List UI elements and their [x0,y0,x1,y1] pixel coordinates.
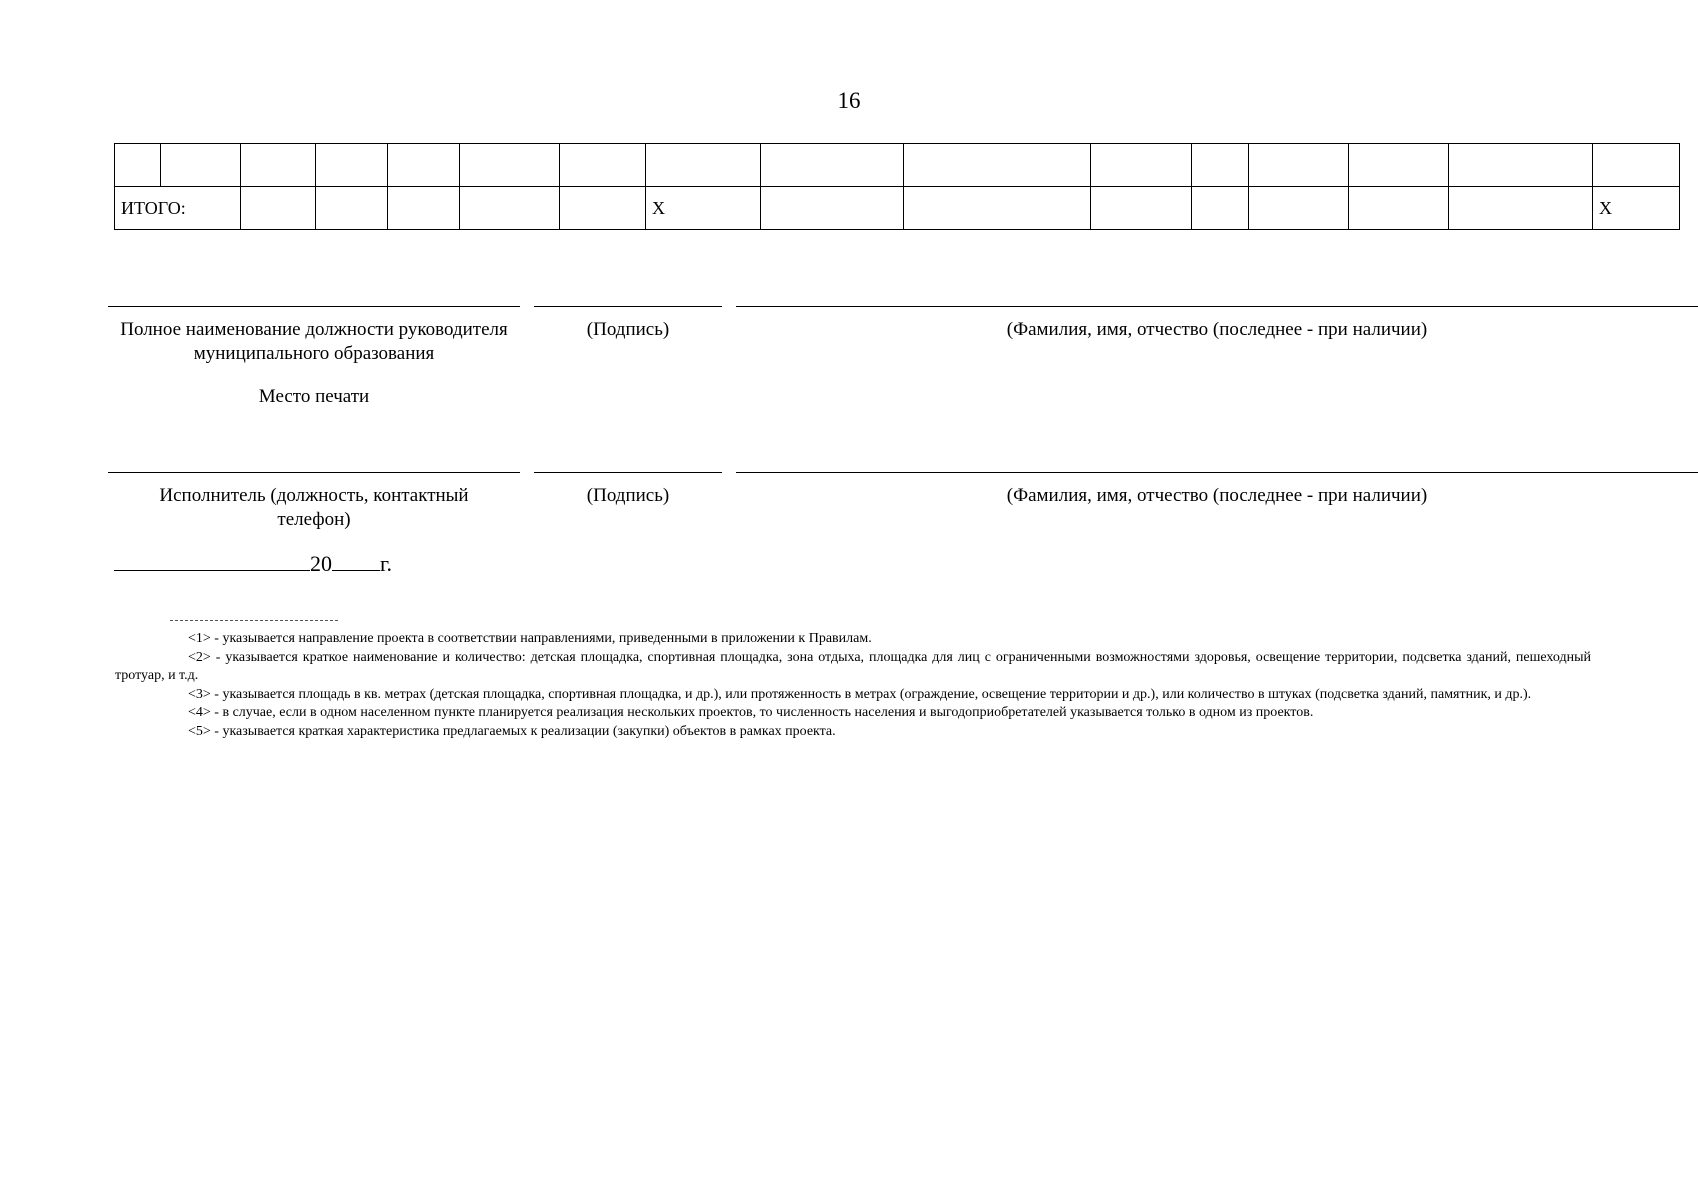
head-position-caption: Полное наименование должности руководителя муниципального образования [120,319,508,364]
full-name-line [736,306,1698,307]
table-cell [1449,187,1593,230]
signature-line [534,472,722,473]
signature-caption: (Подпись) [586,319,670,340]
table-cell [388,144,460,187]
table-cell [388,187,460,230]
footnote-3: <3> - указывается площадь в кв. метрах (детская площадка, спортивная площадка, и др.), или протяженность в метрах (ограждение, освещение территории и др.), или количество в штуках (подсветка зданий, памятник, и др.). [188,686,1532,702]
table-cell [460,144,560,187]
full-name-caption: (Фамилия, имя, отчество (последнее - при наличии) [1006,319,1428,340]
signature-line [534,306,722,307]
table-cell [1349,187,1449,230]
table-cell [241,144,316,187]
table-cell [316,187,388,230]
table-cell [1249,187,1349,230]
table-cell [904,144,1091,187]
table-cell [646,144,761,187]
seal-caption: Место печати [258,386,370,407]
footnote-2: <2> - указывается краткое наименование и количество: детская площадка, спортивная площадка, зона отдыха, площадка для лиц с ограниченными возможностями здоровья, освещение территории, подсветка зданий, пешеходный тротуар, и т.д. [115,649,1591,683]
table-cell [761,144,904,187]
table-cell [115,144,161,187]
table-cell [241,187,316,230]
full-name-caption: (Фамилия, имя, отчество (последнее - при наличии) [1006,485,1428,506]
x-mark-cell: X [1593,187,1680,230]
totals-label: ИТОГО: [115,187,241,230]
table-cell [1349,144,1449,187]
footnote-1: <1> - указывается направление проекта в соответствии направлениями, приведенными в приложении к Правилам. [188,631,872,646]
table-row [115,144,1680,187]
table-cell [316,144,388,187]
table-cell [1091,187,1192,230]
table-cell [560,144,646,187]
executor-caption: Исполнитель (должность, контактный телефон) [159,485,469,530]
table-cell [1091,144,1192,187]
full-name-line [736,472,1698,473]
table-cell [761,187,904,230]
table-cell [1192,144,1249,187]
table-cell [1449,144,1593,187]
table-cell [560,187,646,230]
table-cell [904,187,1091,230]
executor-signature-line [108,472,520,473]
footnote-separator [170,620,338,621]
table-cell [161,144,241,187]
totals-row [115,187,1680,230]
signature-caption: (Подпись) [586,485,670,506]
page-number: 16 [837,88,861,113]
footnotes [115,630,1591,741]
footnote-4: <4> - в случае, если в одном населенном пункте планируется реализация нескольких проектов, то численность населения и выгодоприобретателей указывается только в одном из проектов. [188,705,1314,720]
year-blank [332,548,380,571]
date-line [114,548,392,577]
table-cell [1249,144,1349,187]
date-blank [114,548,310,571]
position-signature-line [108,306,520,307]
year-prefix: 20 [310,551,332,576]
totals-table [114,143,1680,230]
table-cell [1593,144,1680,187]
table-cell [460,187,560,230]
year-suffix: г. [380,551,393,576]
footnote-5: <5> - указывается краткая характеристика предлагаемых к реализации (закупки) объектов в рамках проекта. [188,723,836,739]
x-mark-cell: X [646,187,761,230]
table-cell [1192,187,1249,230]
